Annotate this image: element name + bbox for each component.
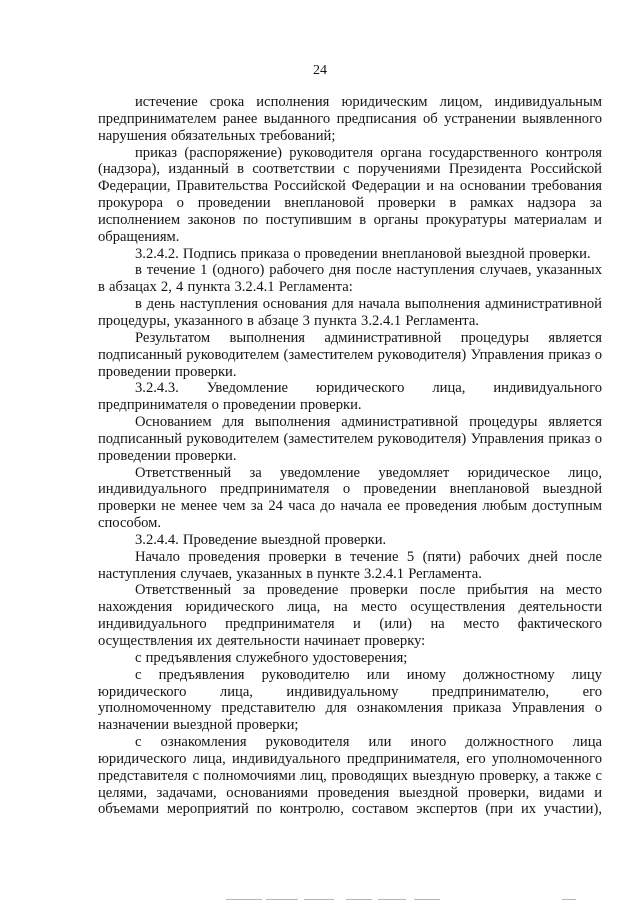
paragraph: Начало проведения проверки в течение 5 (пяти) рабочих дней после наступления случаев, указанных в пункте 3.2.4.1 Регламента. [98, 548, 602, 582]
paragraph: 3.2.4.2. Подпись приказа о проведении внеплановой выездной проверки. [135, 245, 591, 262]
paragraph: с предъявления служебного удостоверения; [135, 649, 408, 666]
paragraph: приказ (распоряжение) руководителя органа государственного контроля (надзора), изданный в соответствии с поручениями Президента Российской Федерации, Правительства Российской Федерации и на основании требования прокурора о проведении внеплановой проверки в рамках надзора за исполнением законов по поступившим в органы прокуратуры материалам и обращениям. [98, 144, 602, 245]
paragraph: Ответственный за проведение проверки после прибытия на место нахождения юридического лица, на место осуществления деятельности индивидуального предпринимателя и (или) на место фактического осуществления их деятельности начинает проверку: [98, 582, 602, 649]
document-body [98, 94, 602, 818]
paragraph: Основанием для выполнения административной процедуры является подписанный руководителем (заместителем руководителя) Управления приказ о проведении проверки. [98, 414, 602, 464]
paragraph: в день наступления основания для начала выполнения административной процедуры, указанного в абзаце 3 пункта 3.2.4.1 Регламента. [98, 296, 602, 329]
paragraph: в течение 1 (одного) рабочего дня после наступления случаев, указанных в абзацах 2, 4 пункта 3.2.4.1 Регламента: [98, 262, 602, 296]
paragraph: 3.2.4.3. Уведомление юридического лица, индивидуального предпринимателя о проведении проверки. [98, 380, 602, 414]
paragraph: с ознакомления руководителя или иного должностного лица юридического лица, индивидуального предпринимателя, его уполномоченного представителя с полномочиями лиц, проводящих выездную проверку, а также с целями, задачами, основаниями проведения выездной проверки, видами и объемами мероприятий по контролю, составом экспертов (при их участии), [98, 734, 602, 818]
scan-artifact [0, 896, 640, 905]
paragraph: 3.2.4.4. Проведение выездной проверки. [135, 531, 387, 548]
paragraph: истечение срока исполнения юридическим лицом, индивидуальным предпринимателем ранее выданного предписания об устранении выявленного нарушения обязательных требований; [98, 94, 602, 144]
page-number: 24 [313, 63, 327, 78]
paragraph: Результатом выполнения административной процедуры является подписанный руководителем (заместителем руководителя) Управления приказ о проведении проверки. [98, 329, 602, 380]
paragraph: с предъявления руководителю или иному должностному лицу юридического лица, индивидуальному предпринимателю, его уполномоченному представителю для ознакомления приказа Управления о назначении выездной проверки; [98, 666, 602, 734]
paragraph: Ответственный за уведомление уведомляет юридическое лицо, индивидуального предпринимателя о проведении внеплановой выездной проверки не менее чем за 24 часа до начала ее проведения любым доступным способом. [98, 464, 602, 532]
